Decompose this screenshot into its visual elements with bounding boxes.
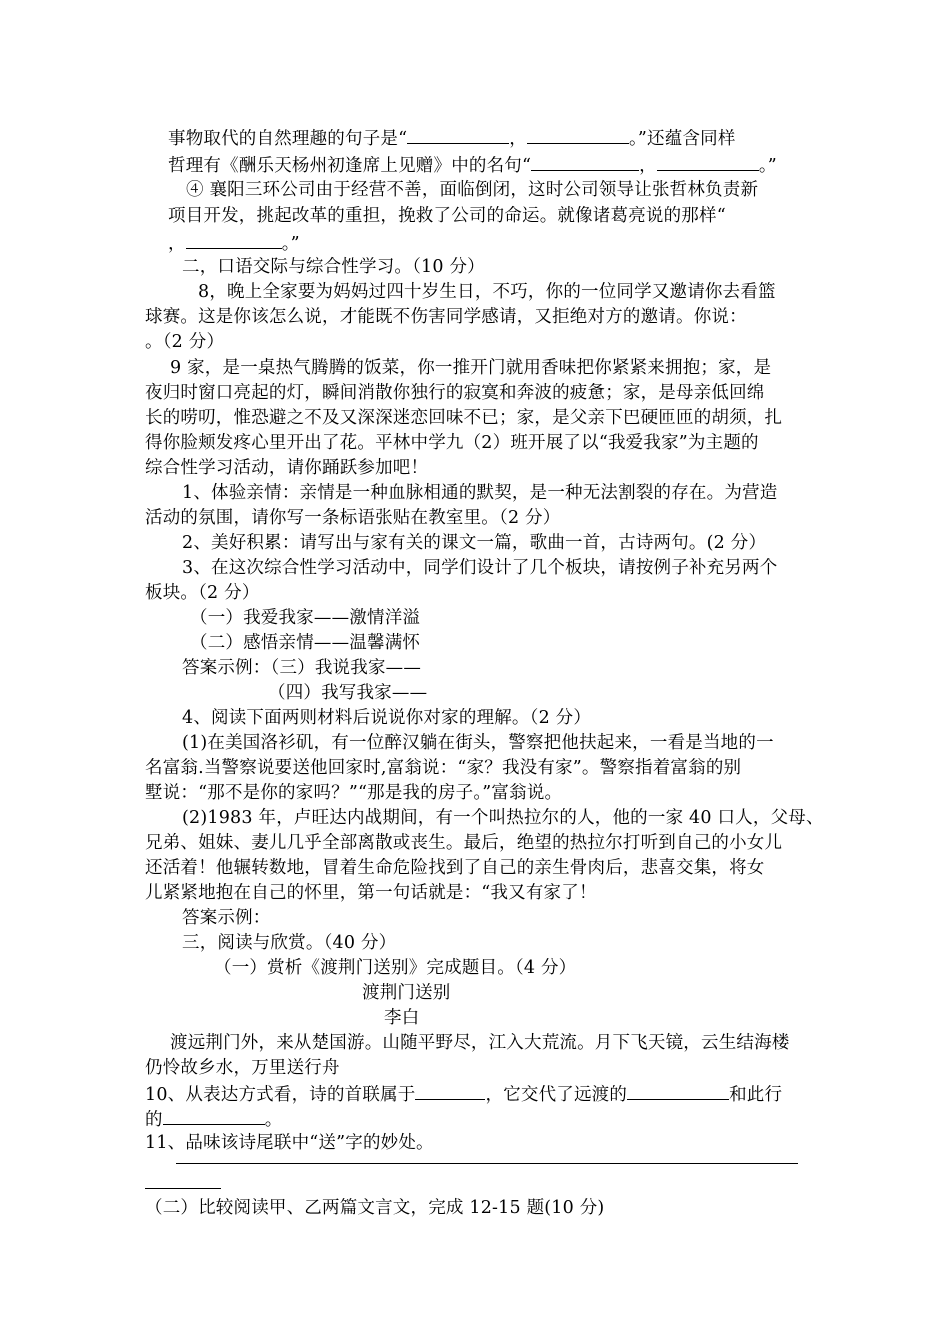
text-line: （一）我爱我家——激情洋溢 — [190, 608, 421, 628]
text-line: 。（2 分） — [145, 332, 225, 352]
text-line: ④ 襄阳三环公司由于经营不善，面临倒闭，这时公司领导让张哲林负责新 — [186, 180, 759, 200]
text-line: （四）我写我家—— — [268, 683, 428, 703]
text-line: 夜归时窗口亮起的灯，瞬间消散你独行的寂寞和奔波的疲惫；家，是母亲低回绵 — [145, 383, 765, 403]
text-line: 墅说：“那不是你的家吗？”“那是我的房子。”富翁说。 — [145, 783, 563, 803]
subsection-heading: （一）赏析《渡荆门送别》完成题目。（4 分） — [214, 958, 577, 978]
text-line: (2)1983 年，卢旺达内战期间，有一个叫热拉尔的人，他的一家 40 口人，父母、 — [182, 808, 824, 828]
text-line: 长的唠叨，惟恐避之不及又深深迷恋回味不已；家，是父亲下巴硬匝匝的胡须，扎 — [145, 408, 783, 428]
text-line: 1、体验亲情：亲情是一种血脉相通的默契，是一种无法割裂的存在。为营造 — [182, 483, 778, 503]
answer-blank[interactable] — [527, 125, 629, 144]
answer-blank[interactable] — [531, 152, 639, 171]
question-10-cont: 的 。 — [145, 1106, 282, 1132]
text-line: 名富翁.当警察说要送他回家时,富翁说：“家？我没有家”。警察指着富翁的别 — [145, 758, 742, 778]
poem-text: 渡远荆门外，来从楚国游。山随平野尽，江入大荒流。月下飞天镜，云生结海楼 — [170, 1033, 790, 1053]
text-line: (1)在美国洛衫矶，有一位醉汉躺在街头，警察把他扶起来，一看是当地的一 — [182, 733, 774, 753]
text-line: 板块。（2 分） — [145, 583, 260, 603]
section-heading: （二）比较阅读甲、乙两篇文言文，完成 12-15 题(10 分) — [145, 1198, 605, 1218]
poem-title: 渡荆门送别 — [362, 983, 451, 1003]
text-line: 4、阅读下面两则材料后说说你对家的理解。（2 分） — [182, 708, 592, 728]
text-line: 球赛。这是你该怎么说，才能既不伤害同学感请，又拒绝对方的邀请。你说： — [145, 307, 747, 327]
text-line: ， 。” — [168, 230, 300, 256]
answer-line[interactable] — [176, 1163, 798, 1164]
answer-blank[interactable] — [415, 1081, 485, 1100]
text-line: 2、美好积累：请写出与家有关的课文一篇，歌曲一首，古诗两句。(2 分） — [182, 533, 767, 553]
section-heading: 二，口语交际与综合性学习。（10 分） — [182, 257, 485, 277]
text-line: 得你脸颊发疼心里开出了花。平林中学九（2）班开展了以“我爱我家”为主题的 — [145, 433, 759, 453]
question-10: 10、从表达方式看，诗的首联属于 ，它交代了远渡的 和此行 — [145, 1081, 782, 1107]
answer-blank[interactable] — [657, 152, 759, 171]
answer-blank[interactable] — [407, 125, 509, 144]
question-11: 11、品味该诗尾联中“送”字的妙处。 — [145, 1133, 434, 1153]
answer-line[interactable] — [145, 1188, 221, 1189]
text-line: 答案示例： — [182, 908, 271, 928]
text-line: 答案示例：（三）我说我家—— — [182, 658, 422, 678]
text-line: 活动的氛围，请你写一条标语张贴在教室里。（2 分） — [145, 508, 561, 528]
text-line: 哲理有《酬乐天杨州初逢席上见赠》中的名句“ ， 。” — [168, 152, 777, 178]
text-line: 事物取代的自然理趣的句子是“ ， 。”还蕴含同样 — [168, 125, 736, 151]
text-line: 综合性学习活动，请你踊跃参加吧！ — [145, 458, 429, 478]
text-line: 9 家，是一桌热气腾腾的饭菜，你一推开门就用香味把你紧紧来拥抱；家，是 — [170, 358, 772, 378]
poem-author: 李白 — [384, 1008, 420, 1028]
text-line: 项目开发，挑起改革的重担，挽救了公司的命运。就像诸葛亮说的那样“ — [168, 206, 726, 226]
section-heading: 三，阅读与欣赏。（40 分） — [182, 933, 397, 953]
text-line: 3、在这次综合性学习活动中，同学们设计了几个板块，请按例子补充另两个 — [182, 558, 778, 578]
text-line: 还活着！他辗转数地，冒着生命危险找到了自己的亲生骨肉后，悲喜交集，将女 — [145, 858, 765, 878]
text-line: 8，晚上全家要为妈妈过四十岁生日，不巧，你的一位同学又邀请你去看篮 — [198, 282, 776, 302]
text-line: 儿紧紧地抱在自己的怀里，第一句话就是：“我又有家了！ — [145, 883, 597, 903]
text-line: （二）感悟亲情——温馨满怀 — [190, 633, 421, 653]
text-line: 兄弟、姐妹、妻儿几乎全部离散或丧生。最后，绝望的热拉尔打听到自己的小女儿 — [145, 833, 783, 853]
answer-blank[interactable] — [163, 1106, 265, 1125]
answer-blank[interactable] — [186, 230, 282, 249]
answer-blank[interactable] — [627, 1081, 729, 1100]
poem-text: 仍怜故乡水，万里送行舟 — [145, 1058, 340, 1078]
